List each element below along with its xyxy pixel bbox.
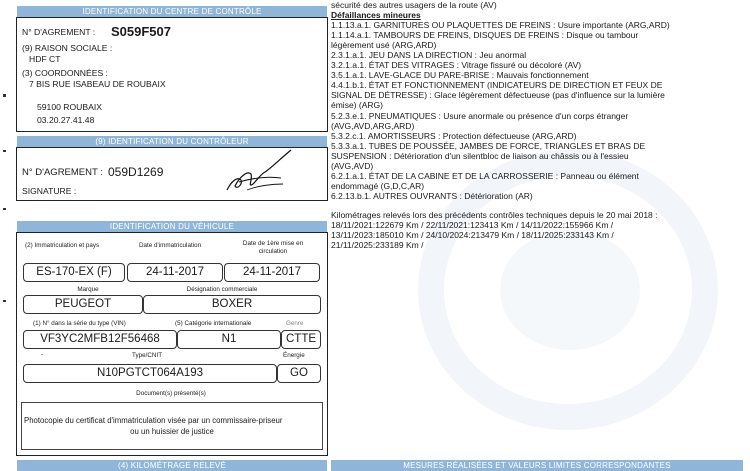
edge-mark xyxy=(3,208,6,210)
controleur-agrement-label: N° D'AGREMENT : xyxy=(22,167,103,178)
defaillances-title: Défaillances mineures xyxy=(331,10,421,21)
edge-mark xyxy=(3,150,6,152)
docs-label: Document(s) présenté(s) xyxy=(136,390,206,397)
genre-label: Genre xyxy=(286,320,304,327)
raison-sociale-label: (9) RAISON SOCIALE : xyxy=(22,43,113,53)
edge-mark xyxy=(3,94,6,97)
defaillance-line: 5.3.2.c.1. AMORTISSEURS : Protection défectueuse (ARG,ARD) xyxy=(331,130,577,141)
vin-label: (1) N° dans la série du type (VIN) xyxy=(33,320,126,327)
controleur-header: (9) IDENTIFICATION DU CONTRÔLEUR xyxy=(17,136,327,147)
raison-sociale-value: HDF CT xyxy=(29,54,61,64)
categorie-value: N1 xyxy=(177,330,281,349)
vehicule-header: IDENTIFICATION DU VÉHICULE xyxy=(17,221,327,232)
centre-agrement-value: S059F507 xyxy=(111,24,171,39)
defaillance-line: 1.1.13.a.1. GARNITURES OU PLAQUETTES DE FREINS : Usure importante (ARG,ARD) xyxy=(331,20,670,31)
centre-city: 59100 ROUBAIX xyxy=(37,102,102,112)
type-value: N10PGTCT064A193 xyxy=(23,364,277,383)
immat-label: (2) Immatriculation et pays xyxy=(25,242,100,249)
defaillance-top-line: sécurité des autres usagers de la route (AV) xyxy=(331,0,497,10)
defaillance-line: 6.2.13.b.1. AUTRES OUVRANTS : Détérioration (AR) xyxy=(331,190,533,201)
defaillance-line: 5.2.3.e.1. PNEUMATIQUES : Usure anormale ou présence d'un corps étranger xyxy=(331,110,629,121)
categorie-label: (5) Catégorie internationale xyxy=(175,320,252,327)
centre-section xyxy=(16,17,328,132)
signature-scribble-icon xyxy=(217,140,297,198)
kilometrage-line: 13/11/2023:185010 Km / 24/10/2024:213479 Km / 18/11/2025:233143 Km / xyxy=(331,230,614,241)
signature-label: SIGNATURE : xyxy=(22,186,77,196)
marque-label: Marque xyxy=(77,286,99,293)
marque-value: PEUGEOT xyxy=(23,295,143,314)
centre-agrement-label: N° D'AGREMENT : xyxy=(22,27,96,37)
energie-value: GO xyxy=(277,364,321,383)
vehicule-section xyxy=(16,232,328,456)
defaillance-line: 3.5.1.a.1. LAVE-GLACE DU PARE-BRISE : Mauvais fonctionnement xyxy=(331,70,589,81)
date-immat-label: Date d'immatriculation xyxy=(139,242,202,249)
defaillance-line: 5.3.3.a.1. TUBES DE POUSSÉE, JAMBES DE FORCE, TRIANGLES ET BRAS DE xyxy=(331,140,646,151)
defaillance-line: légèrement usé (ARG,ARD) xyxy=(331,40,437,51)
defaillance-line: 3.2.1.a.1. ÉTAT DES VITRAGES : Vitrage fissuré ou décoloré (AV) xyxy=(331,60,582,71)
docs-value-line1: Photocopie du certificat d'immatriculation visée par un commissaire-priseur xyxy=(24,416,283,425)
coordonnees-label: (3) COORDONNÉES : xyxy=(22,68,108,78)
date-first-label: Date de 1ère mise en circulation xyxy=(242,240,304,255)
centre-phone: 03.20.27.41.48 xyxy=(37,115,95,125)
defaillances-list xyxy=(331,20,743,201)
kilometrage-line: 21/11/2025:233189 Km / xyxy=(331,240,424,251)
kilometrage-header: (4) KILOMÉTRAGE RELEVÉ xyxy=(17,460,327,471)
defaillance-line: SUSPENSION : Détérioration d'un silentbloc de liaison au châssis ou à l'essieu xyxy=(331,150,629,161)
designation-value: BOXER xyxy=(143,295,321,314)
vin-value: VF3YC2MFB12F56468 xyxy=(23,330,177,349)
docs-value-line2: ou un huissier de justice xyxy=(130,427,214,436)
centre-header: IDENTIFICATION DU CENTRE DE CONTRÔLE xyxy=(17,6,327,17)
mesures-header: MESURES RÉALISÉES ET VALEURS LIMITES CORRESPONDANTES xyxy=(331,460,743,471)
kilometrage-line: 18/11/2021:122679 Km / 22/11/2021:123413 Km / 14/11/2022:155966 Km / xyxy=(331,219,614,230)
defaillance-line: (AVG,AVD) xyxy=(331,160,374,171)
date-first-value: 24-11-2017 xyxy=(224,263,320,282)
controleur-agrement-value: 059D1269 xyxy=(108,165,164,179)
immat-value: ES-170-EX (F) xyxy=(23,263,125,282)
centre-address: 7 BIS RUE ISABEAU DE ROUBAIX xyxy=(29,79,166,89)
kilometrages-list xyxy=(331,210,743,250)
defaillance-line: 4.4.1.b.1. ÉTAT ET FONCTIONNEMENT (INDICATEURS DE DIRECTION ET FEUX DE xyxy=(331,80,663,91)
defaillance-line: émise) (ARG) xyxy=(331,100,383,111)
defaillances-panel xyxy=(331,0,743,250)
defaillance-line: (AVG,AVD,ARG,ARD) xyxy=(331,120,415,131)
defaillance-line: endommagé (G,D,C,AR) xyxy=(331,180,425,191)
defaillance-line: SIGNAL DE DÉTRESSE) : Glace légèrement défectueuse (pas d'influence sur la lumière xyxy=(331,90,665,101)
docs-box xyxy=(21,402,323,450)
date-immat-value: 24-11-2017 xyxy=(127,263,223,282)
defaillance-line: 2.3.1.a.1. JEU DANS LA DIRECTION : Jeu anormal xyxy=(331,50,527,61)
defaillance-line: 6.2.1.a.1. ÉTAT DE LA CABINE ET DE LA CARROSSERIE : Panneau ou élément xyxy=(331,170,639,181)
genre-value: CTTE xyxy=(281,330,321,349)
defaillance-line: 1.1.14.a.1. TAMBOURS DE FREINS, DISQUES DE FREINS : Disque ou tambour xyxy=(331,30,639,41)
dash-mark: - xyxy=(41,351,44,358)
edge-mark xyxy=(3,300,6,302)
controleur-section xyxy=(16,147,328,201)
kilometrage-line: Kilométrages relevés lors des précédents contrôles techniques depuis le 20 mai 2018 : xyxy=(331,209,658,220)
designation-label: Désignation commerciale xyxy=(186,286,258,293)
type-label: Type/CNIT xyxy=(131,352,163,359)
energie-label: Énergie xyxy=(283,352,305,359)
